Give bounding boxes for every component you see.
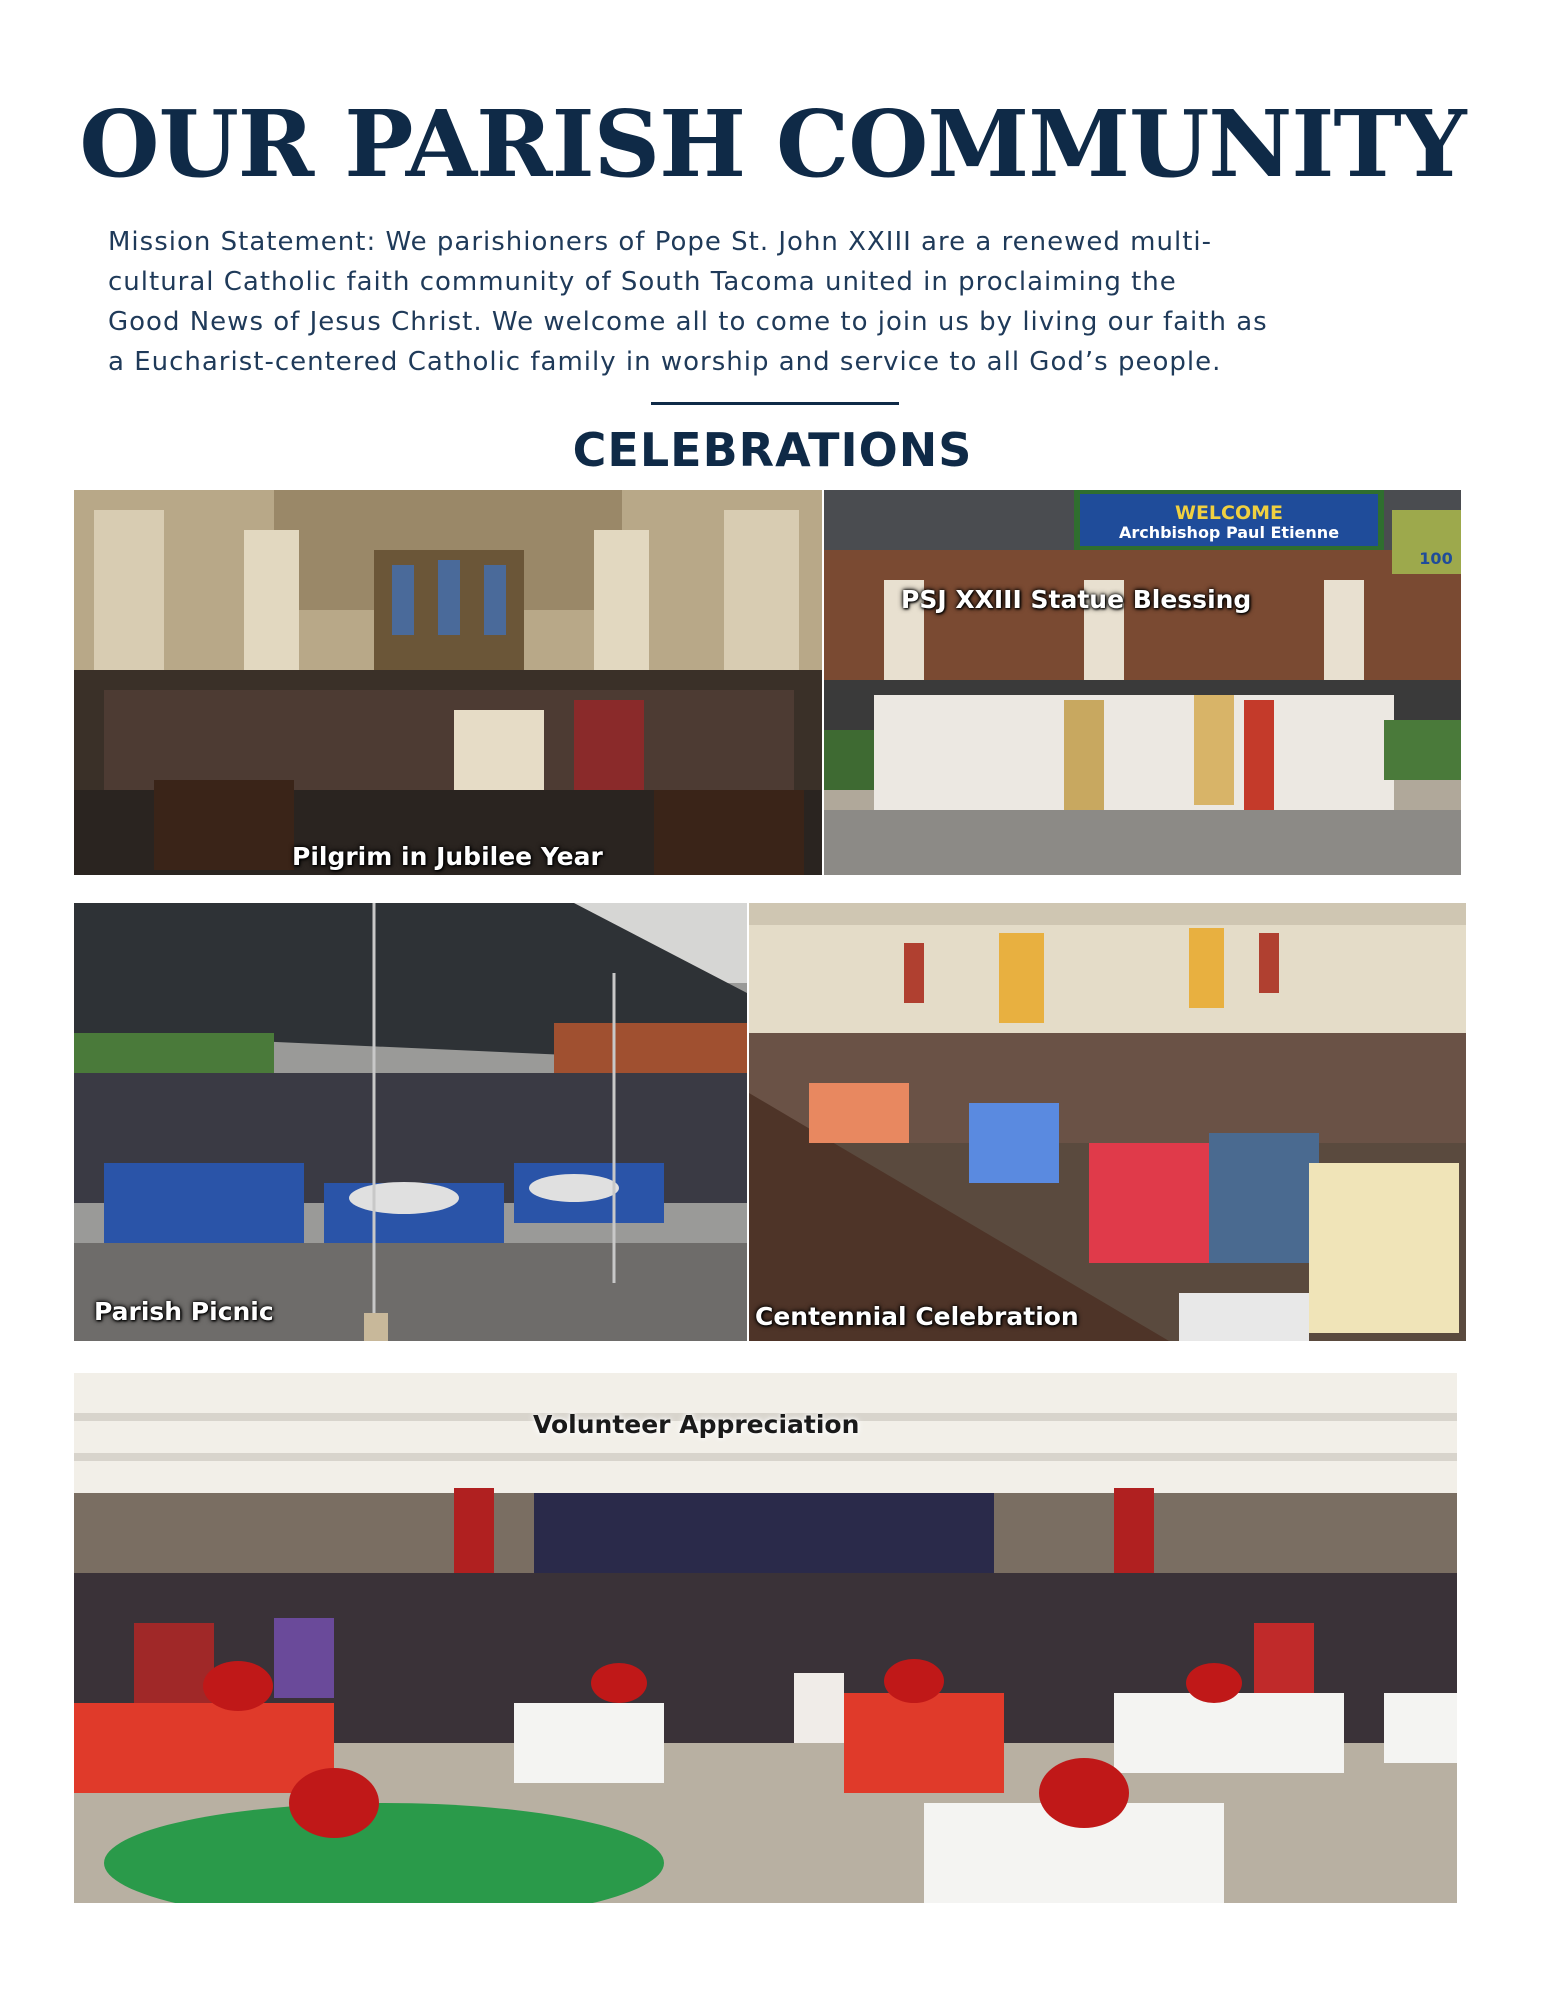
banner-archbishop-text: Archbishop Paul Etienne	[1118, 523, 1340, 542]
photo-pilgrim-jubilee	[74, 490, 822, 875]
photo-centennial-celebration	[749, 903, 1466, 1341]
divider-rule	[651, 402, 899, 405]
mission-line: Mission Statement: We parishioners of Pope St. John XXIII are a renewed multi-	[108, 227, 1213, 257]
photo-statue-blessing	[824, 490, 1461, 875]
banner-welcome-text: WELCOME	[1174, 502, 1284, 524]
caption-parish-picnic: Parish Picnic	[94, 1297, 274, 1326]
section-heading-celebrations: CELEBRATIONS	[572, 423, 973, 477]
caption-pilgrim: Pilgrim in Jubilee Year	[292, 842, 603, 871]
mission-line: a Eucharist-centered Catholic family in worship and service to all God’s people.	[108, 347, 1222, 377]
mission-line: Good News of Jesus Christ. We welcome all to come to join us by living our faith as	[108, 307, 1268, 337]
mission-line: cultural Catholic faith community of South Tacoma united in proclaiming the	[108, 267, 1177, 297]
banner-100-text: 100	[1419, 549, 1453, 568]
photo-parish-picnic	[74, 903, 747, 1341]
caption-centennial: Centennial Celebration	[755, 1302, 1079, 1331]
caption-volunteer-appreciation: Volunteer Appreciation	[533, 1410, 860, 1439]
mission-statement	[108, 222, 1448, 382]
page-title: OUR PARISH COMMUNITY	[79, 90, 1466, 198]
caption-statue-blessing: PSJ XXIII Statue Blessing	[901, 585, 1252, 614]
photo-volunteer-appreciation	[74, 1373, 1457, 1903]
